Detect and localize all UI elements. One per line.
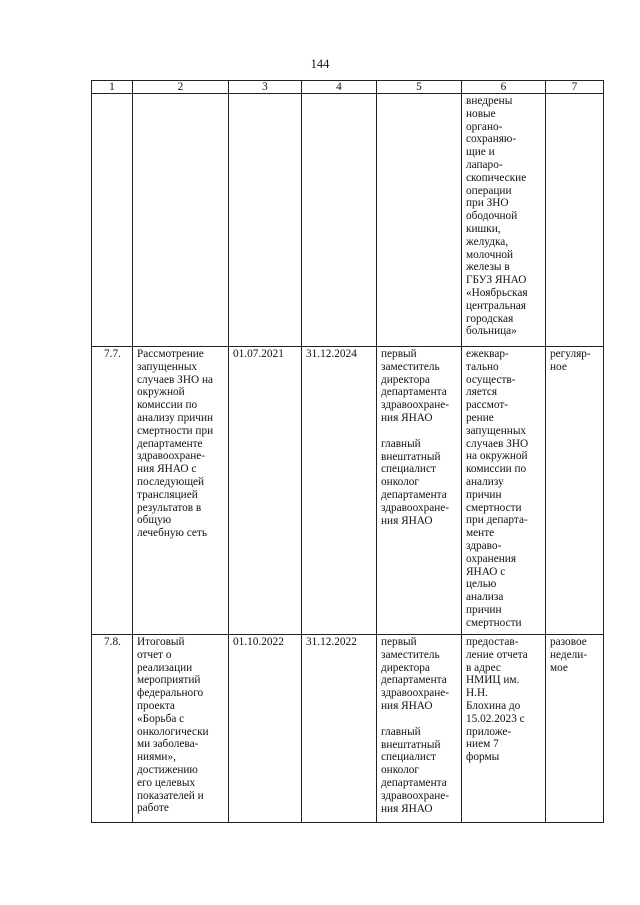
responsible-primary: первый заместитель директора департамента здравоохране- ния ЯНАО xyxy=(381,636,450,712)
column-number: 1 xyxy=(92,81,133,94)
responsible-cell xyxy=(377,347,462,635)
plan-table xyxy=(91,80,604,823)
end-date-cell xyxy=(302,94,377,347)
column-number: 7 xyxy=(546,81,604,94)
column-number: 2 xyxy=(133,81,229,94)
responsible-spacer xyxy=(381,425,458,438)
responsible-secondary: главный внештатный специалист онколог департамента здравоохране- ния ЯНАО xyxy=(381,725,450,815)
table-row xyxy=(92,347,604,635)
responsible-primary: первый заместитель директора департамента здравоохране- ния ЯНАО xyxy=(381,348,450,424)
period-cell: регуляр- ное xyxy=(546,347,604,635)
event-cell xyxy=(133,94,229,347)
item-number: 7.8. xyxy=(92,635,133,823)
item-number: 7.7. xyxy=(92,347,133,635)
start-date-cell xyxy=(229,94,302,347)
start-date-cell: 01.07.2021 xyxy=(229,347,302,635)
page-number: 144 xyxy=(310,57,330,71)
end-date-cell: 31.12.2022 xyxy=(302,635,377,823)
column-number: 5 xyxy=(377,81,462,94)
end-date-cell: 31.12.2024 xyxy=(302,347,377,635)
column-number: 3 xyxy=(229,81,302,94)
period-cell: разовое недели- мое xyxy=(546,635,604,823)
table-row xyxy=(92,635,604,823)
start-date-cell: 01.10.2022 xyxy=(229,635,302,823)
result-cell: внедрены новые органо- сохраняю- щие и лапаро- скопические операции при ЗНО ободочной кишки, желудка, молочной железы в ГБУЗ ЯНАО «Ноябрьская центральная городская больница» xyxy=(462,94,546,347)
responsible-secondary: главный внештатный специалист онколог департамента здравоохране- ния ЯНАО xyxy=(381,437,450,527)
responsible-cell xyxy=(377,94,462,347)
column-number: 6 xyxy=(462,81,546,94)
column-number: 4 xyxy=(302,81,377,94)
column-numbers-row xyxy=(92,81,604,94)
table-row xyxy=(92,94,604,347)
event-cell: Рассмотрение запущенных случаев ЗНО на окружной комиссии по анализу причин смертности при департаменте здравоохране- ния ЯНАО с последующей трансляцией результатов в общую лечебную сеть xyxy=(133,347,229,635)
event-cell: Итоговый отчет о реализации мероприятий федерального проекта «Борьба с онкологически ми заболева- ниями», достижению его целевых показателей и работе xyxy=(133,635,229,823)
responsible-spacer xyxy=(381,713,458,726)
period-cell xyxy=(546,94,604,347)
item-number xyxy=(92,94,133,347)
responsible-cell xyxy=(377,635,462,823)
result-cell: предостав- ление отчета в адрес НМИЦ им. Н.Н. Блохина до 15.02.2023 с приложе- нием 7 формы xyxy=(462,635,546,823)
result-cell: ежеквар- тально осуществ- ляется рассмот- рение запущенных случаев ЗНО на окружной комиссии по анализу причин смертности при департа- менте здраво- охранения ЯНАО с целью анализа причин смертности xyxy=(462,347,546,635)
